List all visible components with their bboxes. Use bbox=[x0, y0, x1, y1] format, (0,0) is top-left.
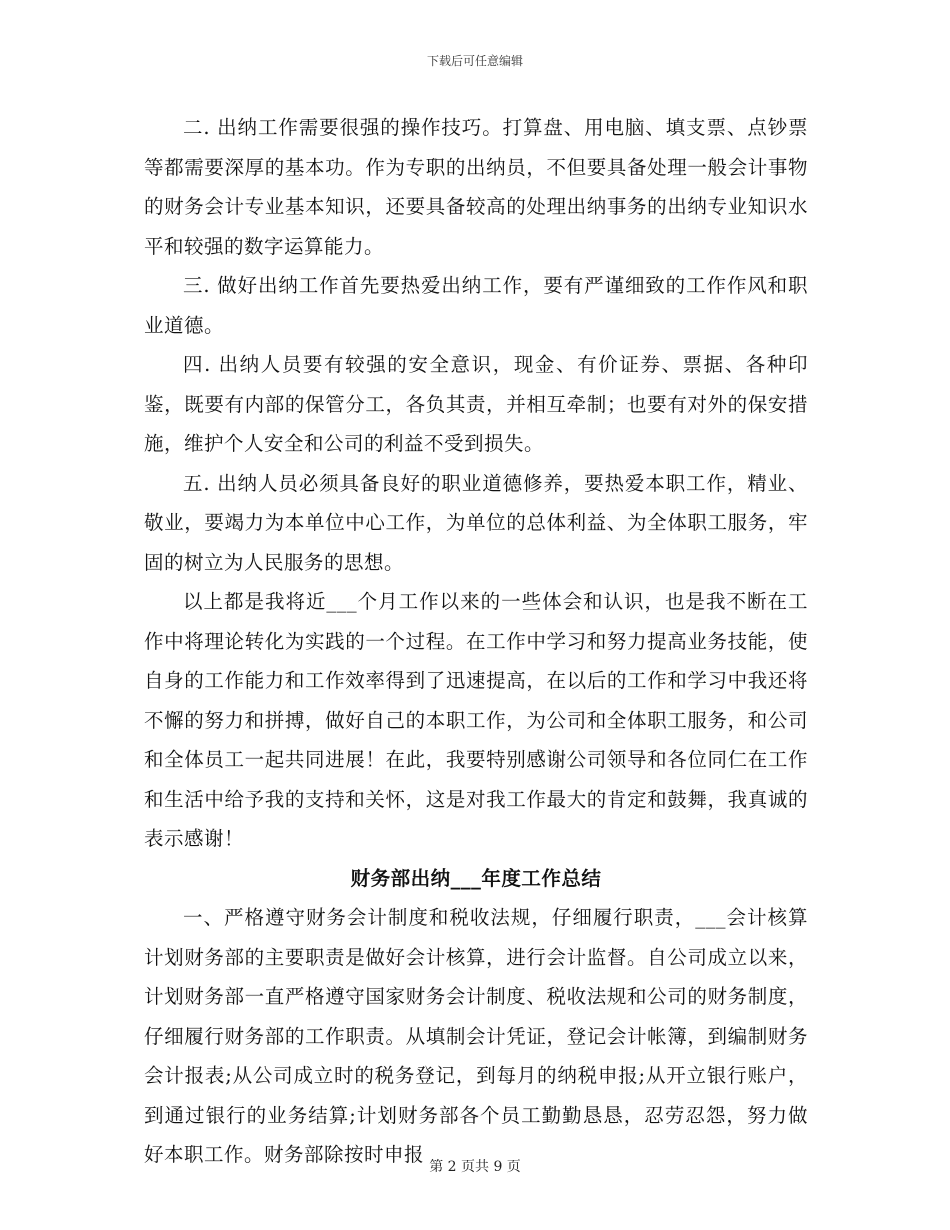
paragraph-summary: 以上都是我将近___个月工作以来的一些体会和认识，也是我不断在工作中将理论转化为实践的一个过程。在工作中学习和努力提高业务技能，使自身的工作能力和工作效率得到了迅速提高，在以后的工作和学习中我还将不懈的努力和拼搏，做好自己的本职工作，为公司和全体职工服务，和公司和全体员工一起共同进展！在此，我要特别感谢公司领导和各位同仁在工作和生活中给予我的支持和关怀，这是对我工作最大的肯定和鼓舞，我真诚的表示感谢！ bbox=[144, 590, 808, 850]
paragraph-3: 三. 做好出纳工作首先要热爱出纳工作，要有严谨细致的工作作风和职业道德。 bbox=[144, 274, 808, 337]
page-header: 下载后可任意编辑 bbox=[426, 54, 523, 68]
paragraph-section-1: 一、严格遵守财务会计制度和税收法规，仔细履行职责，___会计核算计划财务部的主要职责是做好会计核算，进行会计监督。自公司成立以来，计划财务部一直严格遵守国家财务会计制度、税收法规和公司的财务制度，仔细履行财务部的工作职责。从填制会计凭证，登记会计帐簿，到编制财务会计报表;从公司成立时的税务登记，到每月的纳税申报;从开立银行账户，到通过银行的业务结算;计划财务部各个员工勤勤恳恳，忍劳忍怨，努力做好本职工作。财务部除按时申报 bbox=[144, 906, 808, 1166]
paragraph-2: 二. 出纳工作需要很强的操作技巧。打算盘、用电脑、填支票、点钞票等都需要深厚的基本功。作为专职的出纳员，不但要具备处理一般会计事物的财务会计专业基本知识，还要具备较高的处理出纳事务的出纳专业知识水平和较强的数字运算能力。 bbox=[144, 116, 808, 258]
paragraph-4: 四. 出纳人员要有较强的安全意识，现金、有价证券、票据、各种印鉴，既要有内部的保管分工，各负其责，并相互牵制；也要有对外的保安措施，维护个人安全和公司的利益不受到损失。 bbox=[144, 353, 808, 455]
page-number: 第 2 页共 9 页 bbox=[429, 1159, 521, 1175]
section-title: 财务部出纳___年度工作总结 bbox=[350, 866, 602, 890]
paragraph-5: 五. 出纳人员必须具备良好的职业道德修养，要热爱本职工作，精业、敬业，要竭力为本单位中心工作，为单位的总体利益、为全体职工服务，牢固的树立为人民服务的思想。 bbox=[144, 471, 808, 574]
document-body bbox=[144, 108, 808, 1175]
